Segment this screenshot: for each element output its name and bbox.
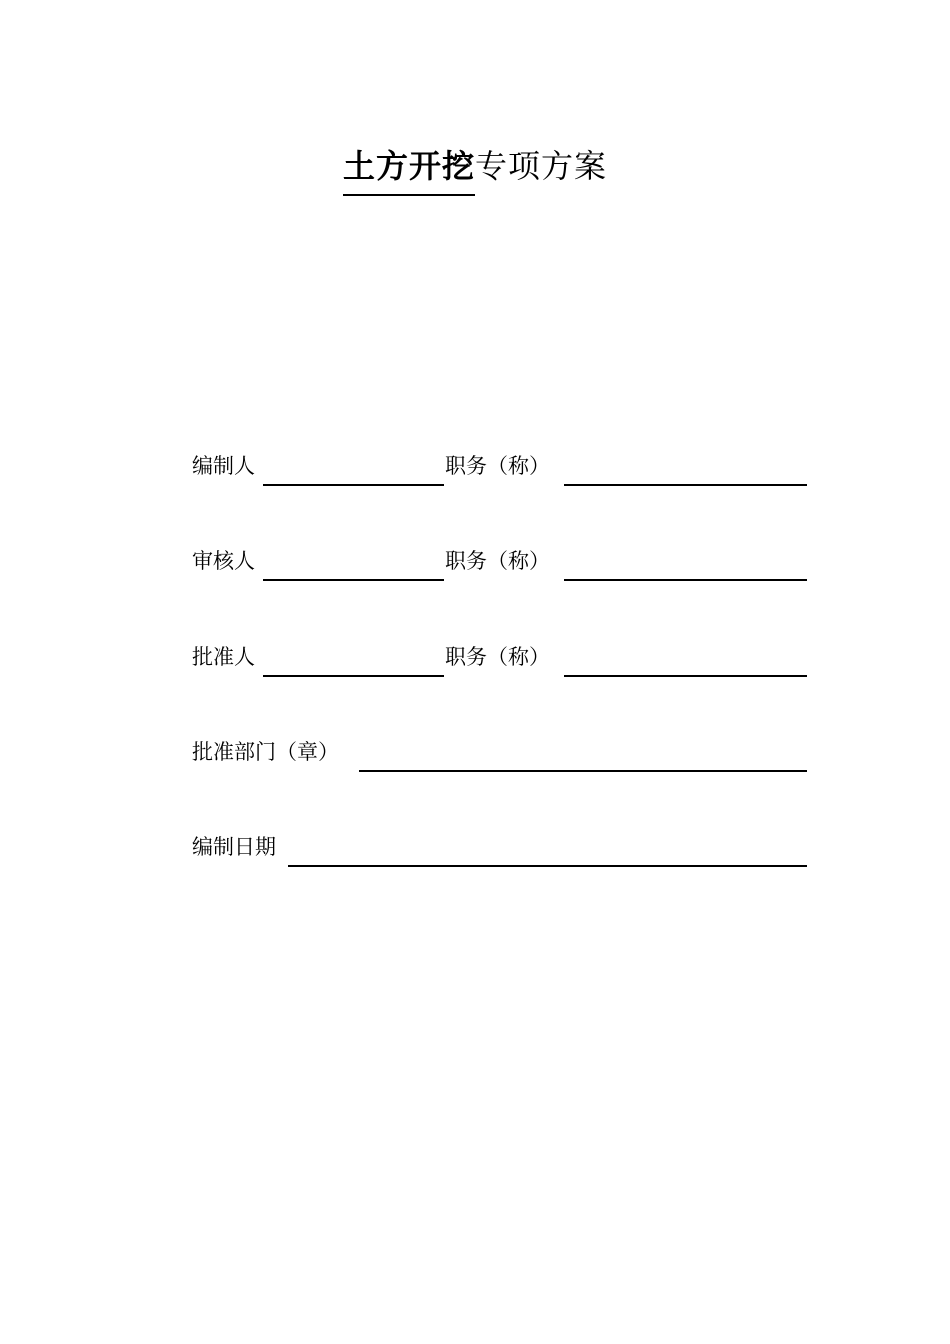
reviewer-label: 审核人 [192, 549, 255, 573]
reviewer-title-label: 职务（称） [445, 549, 550, 573]
approval-department-label: 批准部门（章） [192, 740, 339, 764]
compile-date-label: 编制日期 [192, 835, 276, 859]
compiler-title-label: 职务（称） [445, 454, 550, 478]
approver-title-line[interactable] [564, 675, 807, 677]
approver-label: 批准人 [192, 645, 255, 669]
approver-title-label: 职务（称） [445, 645, 550, 669]
reviewer-title-line[interactable] [564, 579, 807, 581]
document-title [0, 142, 950, 196]
reviewer-name-line[interactable] [263, 579, 444, 581]
compile-date-line[interactable] [288, 865, 807, 867]
title-rest-part: 专项方案 [475, 147, 608, 185]
approver-name-line[interactable] [263, 675, 444, 677]
compiler-label: 编制人 [192, 454, 255, 478]
compiler-name-line[interactable] [263, 484, 444, 486]
title-underlined-part: 土方开挖 [343, 142, 475, 196]
approval-department-line[interactable] [359, 770, 807, 772]
compiler-title-line[interactable] [564, 484, 807, 486]
